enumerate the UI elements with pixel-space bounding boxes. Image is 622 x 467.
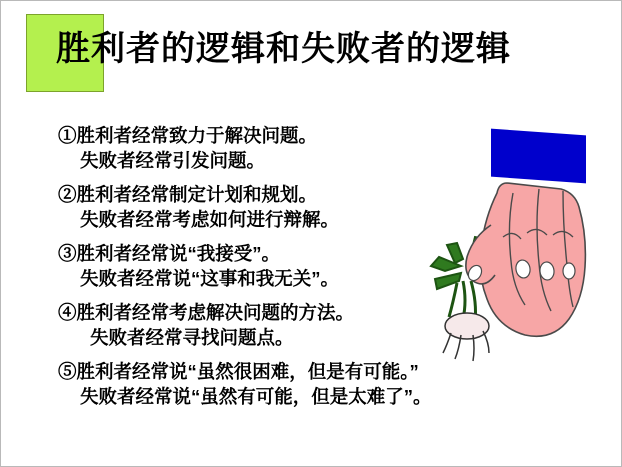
list-item-loser-line: 失败者经常寻找问题点。: [90, 327, 294, 348]
hand-pulling-weed-illustration: [401, 121, 616, 371]
hand-icon: [466, 183, 586, 336]
list-item-winner-line: ⑤胜利者经常说“虽然很困难，但是有可能。”: [58, 361, 419, 382]
list-item-loser-line: 失败者经常引发问题。: [80, 150, 266, 171]
list-item-loser-line: 失败者经常说“虽然有可能，但是太难了”。: [80, 386, 432, 407]
list-item-loser-line: 失败者经常考虑如何进行辩解。: [80, 209, 340, 230]
list-item-winner-line: ①胜利者经常致力于解决问题。: [58, 125, 318, 146]
blue-sleeve-band: [491, 129, 586, 184]
list-item-loser-line: 失败者经常说“这事和我无关”。: [80, 268, 340, 289]
page-title: 胜利者的逻辑和失败者的逻辑: [56, 30, 511, 68]
list-item-winner-line: ②胜利者经常制定计划和规划。: [58, 184, 318, 205]
list-item-winner-line: ③胜利者经常说“我接受”。: [58, 243, 281, 264]
root-bulb: [445, 313, 489, 339]
list-item-winner-line: ④胜利者经常考虑解决问题的方法。: [58, 302, 355, 323]
